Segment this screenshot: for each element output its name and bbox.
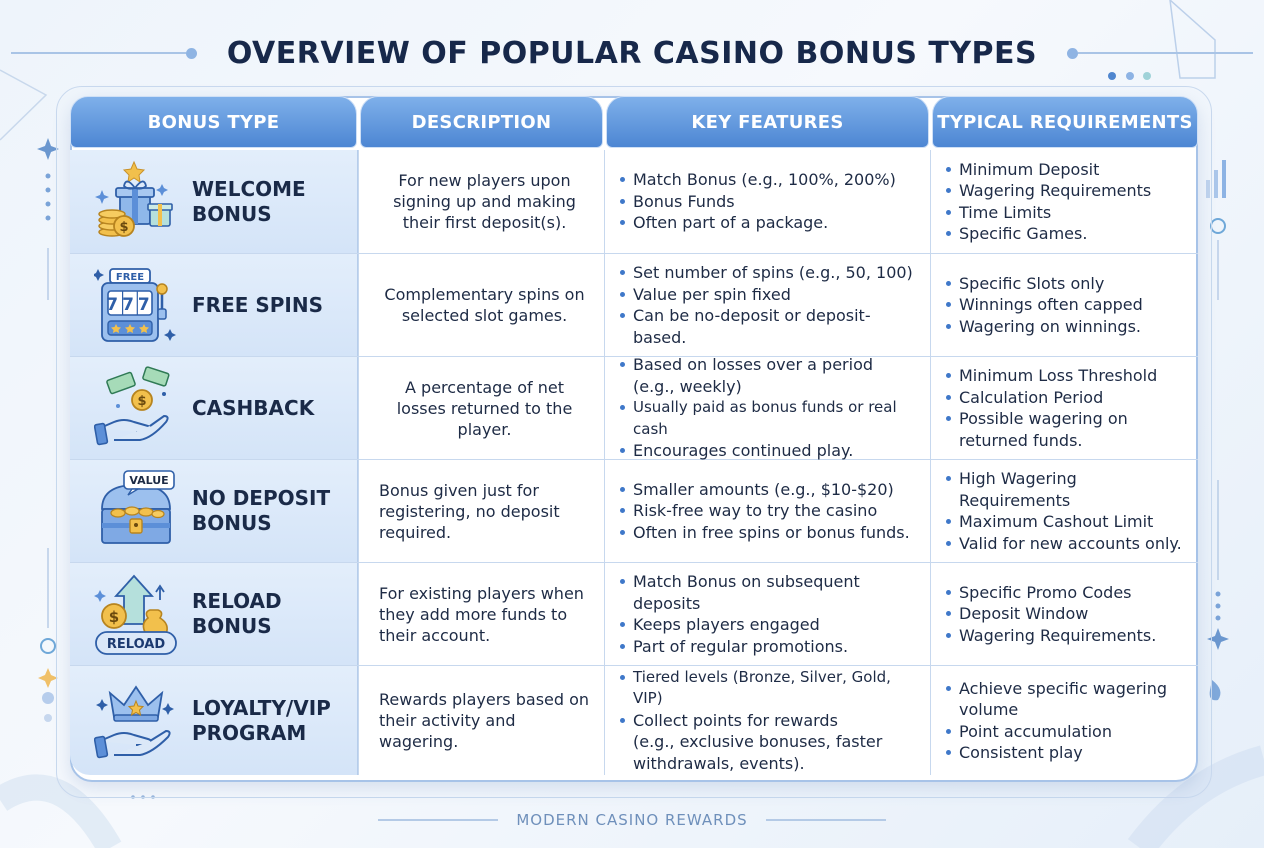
- table-row: [70, 150, 1198, 253]
- treasure-chest-icon: [94, 469, 178, 553]
- requirement-item: Wagering Requirements.: [943, 625, 1156, 647]
- requirements-list: [943, 159, 1151, 245]
- requirements-list: [943, 678, 1167, 764]
- table-row: [70, 562, 1198, 665]
- header-bonus-type: BONUS TYPE: [70, 96, 357, 148]
- requirement-item: Consistent play: [943, 742, 1167, 764]
- title-right-line: [1078, 52, 1253, 54]
- requirements-cell: [930, 666, 1198, 775]
- footer-text: MODERN CASINO REWARDS: [516, 811, 748, 829]
- requirement-item: Deposit Window: [943, 603, 1156, 625]
- requirement-item: Winnings often capped: [943, 294, 1143, 316]
- bonus-type-label: WELCOME BONUS: [192, 176, 306, 226]
- requirements-cell: [930, 357, 1198, 459]
- feature-item: Set number of spins (e.g., 50, 100): [617, 262, 922, 284]
- requirement-item: Possible wagering on: [943, 408, 1157, 430]
- footer-right-line: [766, 819, 886, 821]
- bonus-type-cell: [70, 460, 358, 562]
- requirement-item: Specific Games.: [943, 223, 1151, 245]
- description-cell: Complementary spins on selected slot games.: [358, 254, 604, 356]
- header-key-features: KEY FEATURES: [606, 96, 929, 148]
- feature-item: Value per spin fixed: [617, 284, 922, 306]
- table-row: [70, 253, 1198, 356]
- requirement-item: Wagering Requirements: [943, 180, 1151, 202]
- gift-coins-icon: [94, 160, 178, 244]
- feature-item-continued: withdrawals, events).: [633, 753, 805, 773]
- bonus-type-label: RELOAD BONUS: [192, 589, 282, 638]
- bonus-type-cell: [70, 150, 358, 253]
- requirement-item: Minimum Deposit: [943, 159, 1151, 181]
- features-cell: [604, 563, 930, 665]
- feature-item: Collect points for rewards: [617, 710, 922, 732]
- features-cell: [604, 460, 930, 562]
- bonus-type-label: NO DEPOSIT BONUS: [192, 486, 331, 535]
- feature-item: Based on losses over a period: [617, 354, 922, 376]
- header-description: DESCRIPTION: [360, 96, 603, 148]
- table-header: [70, 96, 1198, 148]
- title-right-dot: [1067, 48, 1078, 59]
- feature-item: Often part of a package.: [617, 212, 896, 234]
- requirement-item: Wagering on winnings.: [943, 316, 1143, 338]
- feature-item: Keeps players engaged: [617, 614, 922, 636]
- feature-item: Risk-free way to try the casino: [617, 500, 910, 522]
- bonus-type-cell: [70, 357, 358, 459]
- features-cell: [604, 666, 930, 775]
- slot-free-text: FREE: [115, 272, 145, 283]
- description-cell: Bonus given just for registering, no deposit required.: [358, 460, 604, 562]
- table-row: [70, 665, 1198, 775]
- svg-text:$: $: [119, 219, 129, 235]
- features-list: [617, 262, 922, 348]
- title-left-dot: [186, 48, 197, 59]
- table-body: [70, 150, 1198, 775]
- features-cell: [604, 150, 930, 253]
- reload-arrow-icon: [94, 572, 178, 656]
- bonus-type-cell: [70, 563, 358, 665]
- feature-item: Often in free spins or bonus funds.: [617, 522, 910, 544]
- features-cell: [604, 254, 930, 356]
- title-left-line: [11, 52, 186, 54]
- description-cell: A percentage of net losses returned to the player.: [358, 357, 604, 459]
- header-typical-requirements: TYPICAL REQUIREMENTS: [932, 96, 1198, 148]
- reload-pill-text: RELOAD: [106, 637, 166, 652]
- requirement-item: Maximum Cashout Limit: [943, 511, 1192, 533]
- feature-item: Part of regular promotions.: [617, 636, 922, 658]
- feature-item: Match Bonus on subsequent deposits: [617, 571, 922, 614]
- requirement-item: Specific Slots only: [943, 273, 1143, 295]
- feature-item: Usually paid as bonus funds or real cash: [617, 397, 922, 440]
- page-title: OVERVIEW OF POPULAR CASINO BONUS TYPES: [226, 35, 1038, 71]
- bonus-type-cell: [70, 254, 358, 356]
- description-cell: For new players upon signing up and making their first deposit(s).: [358, 150, 604, 253]
- features-list: [617, 667, 922, 775]
- table-row: [70, 356, 1198, 459]
- requirements-list: [943, 468, 1192, 554]
- requirement-item-continued: returned funds.: [959, 430, 1083, 450]
- requirement-item-continued: volume: [959, 700, 1019, 719]
- feature-item: Smaller amounts (e.g., $10-$20): [617, 479, 910, 501]
- requirement-item: Valid for new accounts only.: [943, 533, 1192, 555]
- svg-text:$: $: [137, 394, 147, 409]
- feature-item: Bonus Funds: [617, 191, 896, 213]
- requirement-item: Time Limits: [943, 202, 1151, 224]
- features-list: [617, 169, 896, 234]
- bonus-type-label: LOYALTY/VIP PROGRAM: [192, 695, 331, 745]
- requirements-list: [943, 582, 1156, 647]
- bonus-type-cell: [70, 666, 358, 775]
- feature-item: Encourages continued play.: [617, 440, 922, 462]
- feature-item: Can be no-deposit or deposit-based.: [617, 305, 922, 348]
- slot-reels-text: 777: [106, 295, 154, 315]
- description-cell: For existing players when they add more funds to their account.: [358, 563, 604, 665]
- title-bar: [0, 30, 1264, 76]
- hand-money-icon: [94, 366, 178, 450]
- crown-hand-icon: [94, 679, 178, 763]
- features-list: [617, 571, 922, 657]
- requirements-list: [943, 365, 1157, 451]
- requirement-item: Minimum Loss Threshold: [943, 365, 1157, 387]
- feature-item-continued: (e.g., weekly): [633, 376, 742, 396]
- features-list: [617, 479, 910, 544]
- requirements-list: [943, 273, 1143, 338]
- feature-item: Match Bonus (e.g., 100%, 200%): [617, 169, 896, 191]
- chest-value-text: VALUE: [129, 474, 169, 487]
- requirement-item: Achieve specific wagering: [943, 678, 1167, 700]
- bonus-type-label: CASHBACK: [192, 395, 315, 420]
- footer: [0, 808, 1264, 832]
- requirement-item: High Wagering Requirements: [943, 468, 1192, 511]
- svg-text:$: $: [108, 608, 120, 626]
- requirement-item: Calculation Period: [943, 387, 1157, 409]
- description-cell: Rewards players based on their activity and wagering.: [358, 666, 604, 775]
- feature-item: Tiered levels (Bronze, Silver, Gold, VIP): [617, 667, 922, 710]
- requirements-cell: [930, 460, 1198, 562]
- bonus-type-label: FREE SPINS: [192, 292, 323, 317]
- requirements-cell: [930, 254, 1198, 356]
- requirements-cell: [930, 150, 1198, 253]
- requirements-cell: [930, 563, 1198, 665]
- table-row: [70, 459, 1198, 562]
- slot-machine-icon: [94, 263, 178, 347]
- requirement-item: Point accumulation: [943, 721, 1167, 743]
- features-list: [617, 354, 922, 462]
- features-cell: [604, 357, 930, 459]
- footer-left-line: [378, 819, 498, 821]
- feature-item-continued: (e.g., exclusive bonuses, faster: [633, 732, 883, 752]
- requirement-item: Specific Promo Codes: [943, 582, 1156, 604]
